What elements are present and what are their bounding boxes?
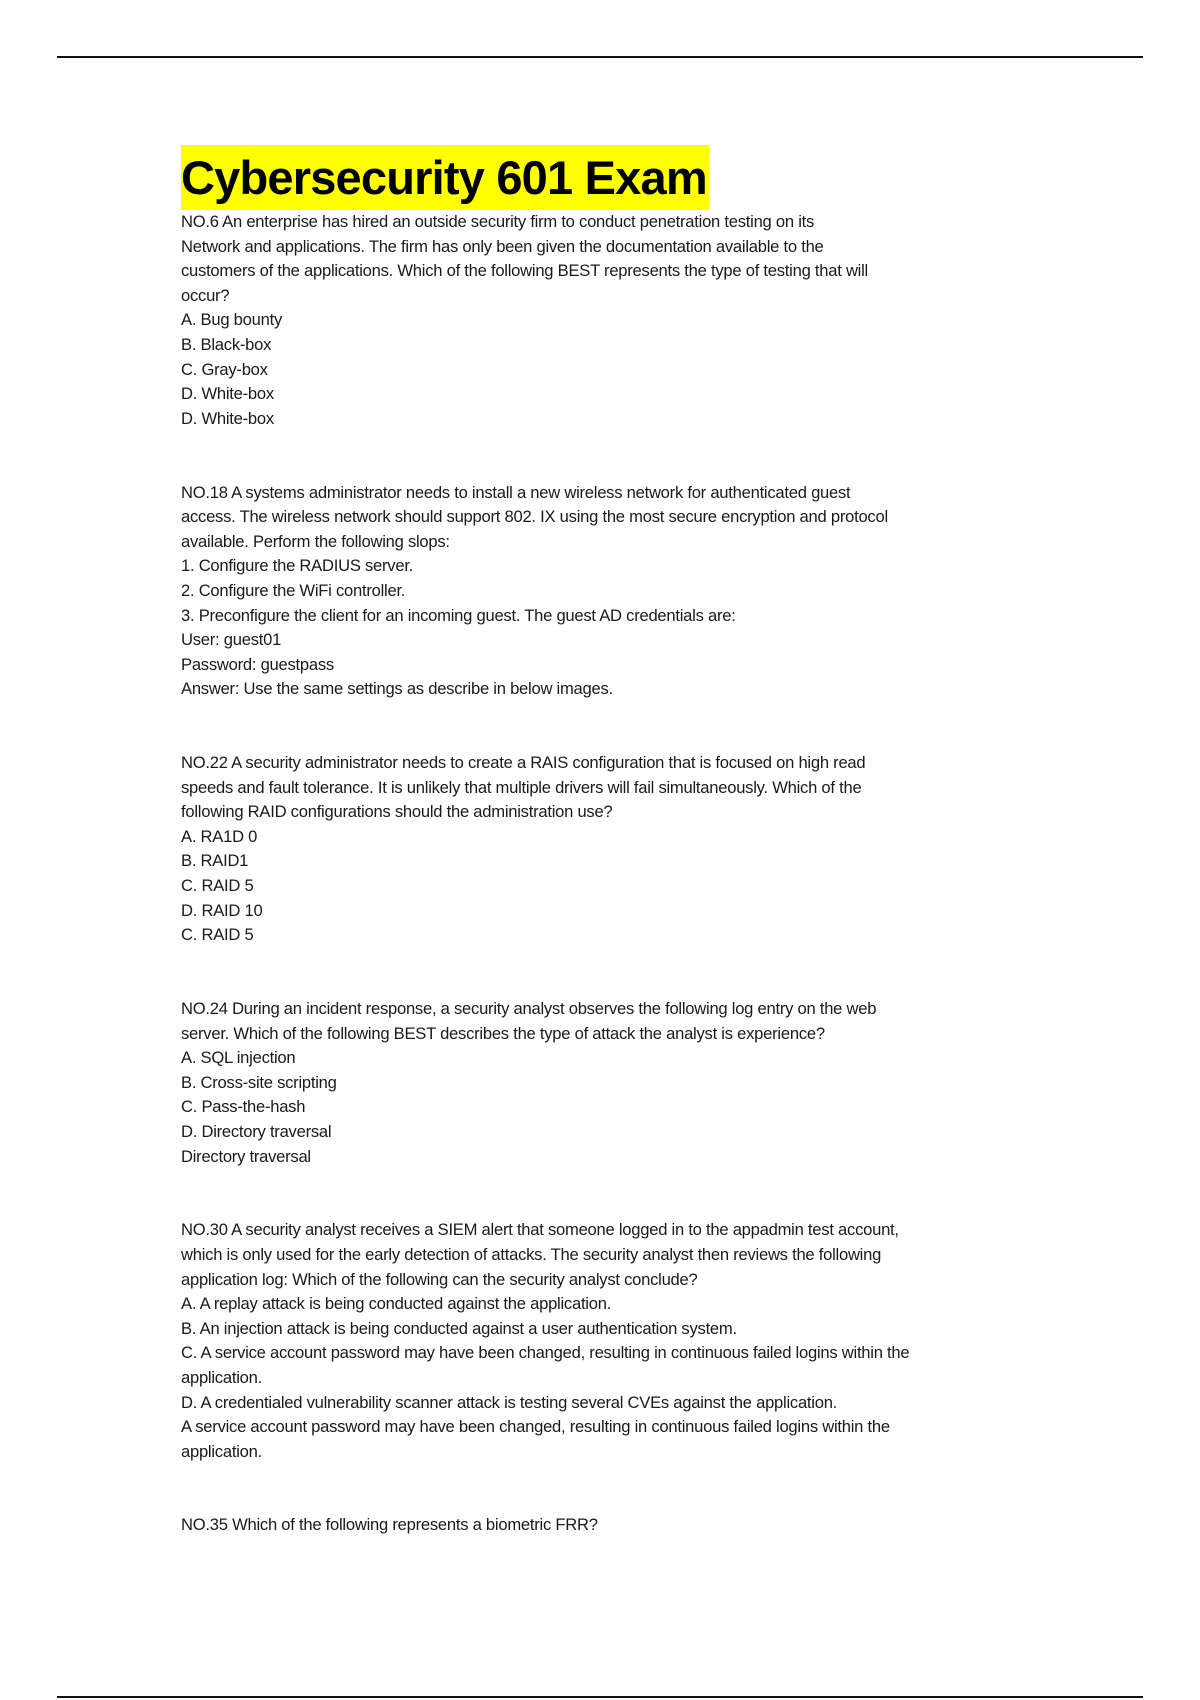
- page-title: Cybersecurity 601 Exam: [181, 145, 709, 210]
- question-line: which is only used for the early detection of attacks. The security analyst then reviews the following: [181, 1244, 882, 1264]
- question-line: D. White-box: [181, 384, 274, 404]
- question-text: NO.6 An enterprise has hired an outside security firm to conduct penetration testing on its: [181, 212, 815, 231]
- question-line: D. A credentialed vulnerability scanner attack is testing several CVEs against the application.: [181, 1392, 838, 1412]
- question-line: occur?: [181, 285, 230, 305]
- question-block: [181, 481, 1081, 702]
- blank-line: [181, 456, 1081, 481]
- question-line: 3. Preconfigure the client for an incoming guest. The guest AD credentials are:: [181, 605, 736, 625]
- question-line: application.: [181, 1367, 262, 1387]
- question-line: speeds and fault tolerance. It is unlikely that multiple drivers will fail simultaneously. Which of the: [181, 777, 862, 797]
- blank-line: [181, 431, 1081, 456]
- question-line: server. Which of the following BEST describes the type of attack the analyst is experience?: [181, 1023, 825, 1043]
- question-block: [181, 751, 1081, 948]
- question-line: A. RA1D 0: [181, 826, 258, 846]
- top-rule: [57, 56, 1143, 58]
- question-block: [181, 997, 1081, 1169]
- question-line: C. RAID 5: [181, 925, 254, 945]
- question-line: A. A replay attack is being conducted against the application.: [181, 1294, 612, 1314]
- question-line: B. Cross-site scripting: [181, 1072, 337, 1092]
- question-line: 2. Configure the WiFi controller.: [181, 580, 406, 600]
- blank-line: [181, 702, 1081, 727]
- question-line: A. SQL injection: [181, 1048, 296, 1068]
- bottom-rule: [57, 1696, 1143, 1698]
- blank-line: [181, 726, 1081, 751]
- question-line: C. Pass-the-hash: [181, 1097, 306, 1117]
- question-line: Password: guestpass: [181, 654, 334, 674]
- blank-line: [181, 948, 1081, 973]
- blank-line: [181, 1489, 1081, 1514]
- question-line: application.: [181, 1441, 262, 1461]
- blank-line: [181, 1194, 1081, 1219]
- blank-line: [181, 1169, 1081, 1194]
- question-block: [181, 210, 1081, 431]
- question-text: NO.30 A security analyst receives a SIEM alert that someone logged in to the appadmin test account,: [181, 1220, 899, 1240]
- question-block: [181, 1218, 1081, 1464]
- question-line: D. Directory traversal: [181, 1121, 332, 1141]
- question-line: B. RAID1: [181, 851, 249, 871]
- question-line: following RAID configurations should the administration use?: [181, 802, 613, 822]
- question-line: B. Black-box: [181, 334, 272, 354]
- question-line: A. Bug bounty: [181, 310, 282, 330]
- question-text: NO.22 A security administrator needs to create a RAIS configuration that is focused on high read: [181, 753, 866, 773]
- question-line: Network and applications. The firm has only been given the documentation available to the: [181, 236, 824, 256]
- question-line: A service account password may have been changed, resulting in continuous failed logins within the: [181, 1417, 890, 1437]
- blank-line: [181, 1464, 1081, 1489]
- question-line: 1. Configure the RADIUS server.: [181, 556, 414, 576]
- question-text: NO.35 Which of the following represents a biometric FRR?: [181, 1515, 598, 1535]
- question-line: Answer: Use the same settings as describe in below images.: [181, 679, 613, 699]
- blank-line: [181, 972, 1081, 997]
- question-line: available. Perform the following slops:: [181, 531, 450, 551]
- question-line: D. White-box: [181, 408, 274, 428]
- question-line: User: guest01: [181, 630, 282, 650]
- question-line: C. A service account password may have been changed, resulting in continuous failed logins within the: [181, 1343, 910, 1363]
- question-line: B. An injection attack is being conducted against a user authentication system.: [181, 1318, 737, 1338]
- question-line: C. Gray-box: [181, 359, 268, 379]
- question-line: C. RAID 5: [181, 876, 254, 896]
- question-block: [181, 1513, 1081, 1538]
- question-text: NO.24 During an incident response, a security analyst observes the following log entry on the web: [181, 999, 877, 1018]
- question-text: NO.18 A systems administrator needs to install a new wireless network for authenticated guest: [181, 482, 851, 502]
- question-line: application log: Which of the following can the security analyst conclude?: [181, 1269, 698, 1289]
- question-list: [181, 210, 1081, 1538]
- question-line: D. RAID 10: [181, 900, 263, 920]
- question-line: Directory traversal: [181, 1146, 311, 1166]
- question-line: customers of the applications. Which of the following BEST represents the type of testing that will: [181, 261, 868, 281]
- question-line: access. The wireless network should support 802. IX using the most secure encryption and protocol: [181, 507, 888, 527]
